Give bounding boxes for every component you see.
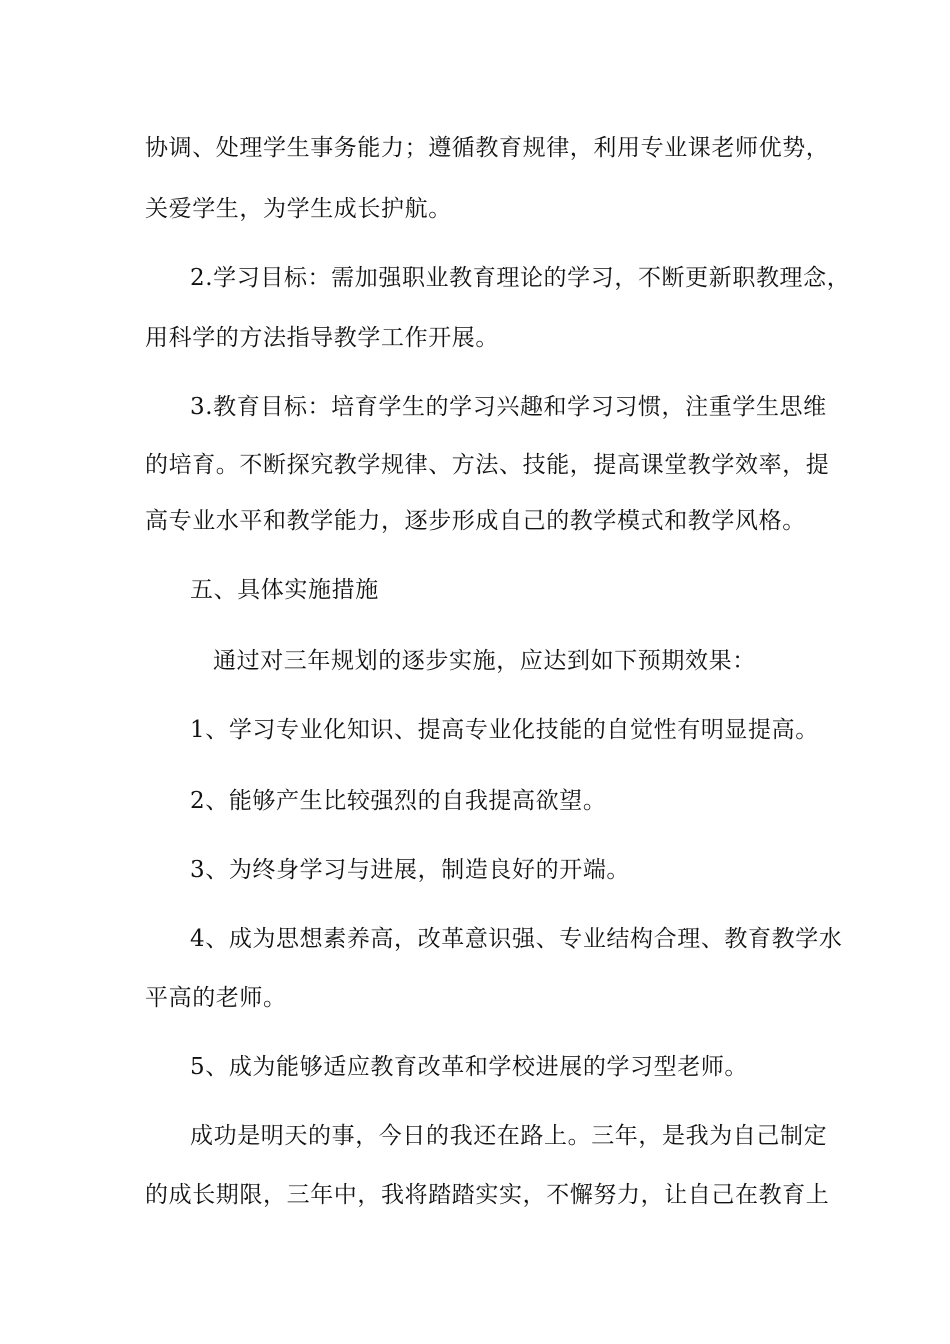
text-line-6: 的培育。不断探究教学规律、方法、技能，提高课堂教学效率，提 bbox=[145, 452, 830, 478]
text-line-5: 3.教育目标：培育学生的学习兴趣和学习习惯，注重学生思维 bbox=[190, 394, 827, 420]
text-line-1: 协调、处理学生事务能力；遵循教育规律，利用专业课老师优势， bbox=[145, 135, 830, 161]
text-line-17: 的成长期限，三年中，我将踏踏实实，不懈努力，让自己在教育上 bbox=[145, 1182, 830, 1208]
text-line-7: 高专业水平和教学能力，逐步形成自己的教学模式和教学风格。 bbox=[145, 508, 806, 534]
text-line-4: 用科学的方法指导教学工作开展。 bbox=[145, 325, 499, 351]
text-line-2: 关爱学生，为学生成长护航。 bbox=[145, 196, 452, 222]
list-item-5: 5、成为能够适应教育改革和学校进展的学习型老师。 bbox=[190, 1054, 749, 1080]
list-item-1: 1、学习专业化知识、提高专业化技能的自觉性有明显提高。 bbox=[190, 717, 819, 743]
list-item-3: 3、为终身学习与进展，制造良好的开端。 bbox=[190, 857, 631, 883]
list-item-2: 2、能够产生比较强烈的自我提高欲望。 bbox=[190, 788, 607, 814]
list-item-4-continued: 平高的老师。 bbox=[145, 985, 287, 1011]
text-line-9: 通过对三年规划的逐步实施，应达到如下预期效果： bbox=[213, 648, 756, 674]
text-line-3: 2.学习目标：需加强职业教育理论的学习，不断更新职教理念， bbox=[190, 265, 851, 291]
list-item-4: 4、成为思想素养高，改革意识强、专业结构合理、教育教学水 bbox=[190, 926, 843, 952]
text-line-16: 成功是明天的事，今日的我还在路上。三年，是我为自己制定 bbox=[190, 1123, 828, 1149]
section-heading: 五、具体实施措施 bbox=[190, 577, 379, 603]
